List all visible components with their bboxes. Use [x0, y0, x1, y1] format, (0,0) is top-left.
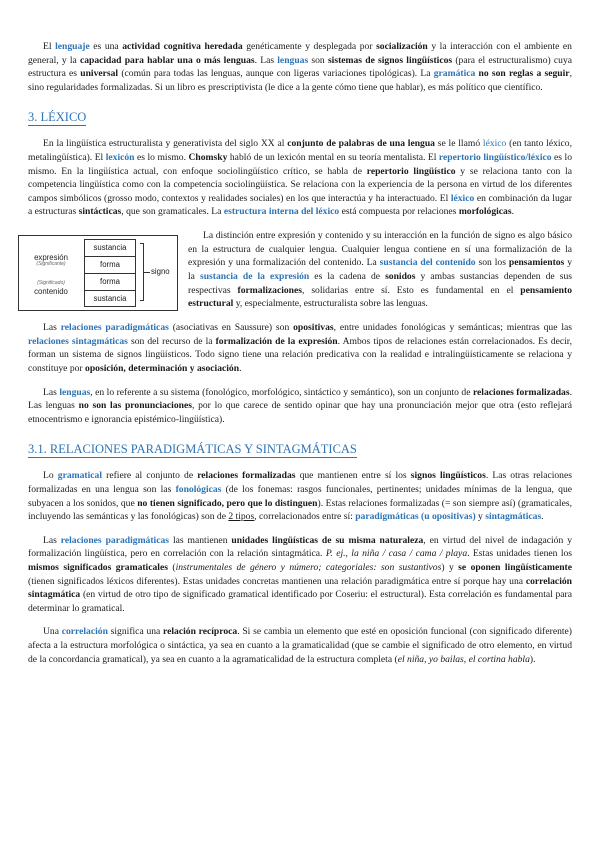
cell-forma-contenido: forma: [85, 274, 135, 291]
label-signo: signo: [151, 267, 170, 277]
paragraph-relaciones: Las relaciones paradigmáticas (asociativas en Saussure) son opositivas, entre unidades fonológicas y semánticas; mientras que las relaciones sintagmáticas son del recurso de la formalización de la expresión. Ambos tipos de relaciones están correlacionados. Es decir, forman un sistema de signos lingüísticos. Todo signo tiene una relación predicativa con la realidad e intralingüísticamente se relaciona y constituye por oposición, determinación y asociación.: [28, 322, 573, 374]
diagram-connector: [144, 272, 150, 273]
paragraph-lexico: En la lingüística estructuralista y generativista del siglo XX al conjunto de palabras de una lengua se le llamó léxico (en tanto léxico, metalingüística). El lexicón es lo mismo. Chomsky habló de un lexicón mental en su teoría mentalista. El repertorio lingüístico/léxico es lo mismo. En la lingüística actual, con enfoque sociolingüístico crítico, se habla de repertorio lingüístico y se relaciona tanto con la competencia lingüística como con la competencia sociolingüística. Se relaciona con la experiencia de la persona en virtud de los diferentes campos simbólicos (grosso modo, contextos y realidades sociales) en los que interactúa y ha interactuado. El léxico en combinación da lugar a estructuras sintácticas, que son gramaticales. La estructura interna del léxico está compuesta por relaciones morfológicas.: [28, 138, 572, 218]
term-lexicon: lexicón: [105, 152, 135, 164]
heading-lexico: 3. LÉXICO: [28, 110, 87, 125]
term-estructura-interna: estructura interna del léxico: [223, 206, 340, 218]
term-sintagmaticas: sintagmáticas: [485, 511, 542, 523]
diagram-section: [28, 229, 572, 311]
diagram-column: [84, 239, 136, 307]
term-lenguas: lenguas: [277, 54, 309, 66]
term-correlacion: correlación: [61, 626, 108, 638]
label-expresion: expresión: [34, 253, 68, 263]
paragraph-lenguaje: El lenguaje es una actividad cognitiva heredada genéticamente y desplegada por socialización y la interacción con el ambiente en general, y la capacidad para hablar una o más lenguas. Las lenguas son sistemas de signos lingüísticos (para el estructuralismo) cuya estructura es universal (común para todas las lenguas, aunque con ligeras variaciones tipológicas). La gramática no son reglas a seguir, sino regularidades formalizadas. Si un libro es prescriptivista (le dice a la gente cómo tiene que hablar), es más político que científico.: [28, 41, 573, 93]
term-relaciones-paradigmaticas: relaciones paradigmáticas: [60, 322, 169, 334]
paragraph-gramatical: Lo gramatical refiere al conjunto de relaciones formalizadas que mantienen entre sí los signos lingüísticos. Las otras relaciones formalizadas en una lengua son las fonológicas (de los fonemas: rasgos funcionales, pertinentes; unidades mínimas de la lengua, que subyacen a los sonidos, que no tienen significado, pero que lo distinguen). Estas relaciones formalizadas (= son siempre así) (gramaticales, incluyendo las semánticas y las fonológicas) son de 2 tipos, correlacionados entre sí: paradigmáticas (u opositivas) y sintagmáticas.: [28, 470, 572, 523]
label-significante: (Significante): [36, 261, 66, 268]
term-fonologicas: fonológicas: [175, 483, 222, 495]
term-lexico: léxico: [482, 138, 507, 150]
term-gramatical: gramatical: [57, 470, 103, 482]
heading-relaciones: 3.1. RELACIONES PARADIGMÁTICAS Y SINTAGMÁTICAS: [28, 442, 357, 457]
cell-sustancia-expresion: sustancia: [85, 240, 135, 257]
term-sustancia-contenido: sustancia del contenido: [379, 257, 476, 269]
text-dos-tipos: 2 tipos: [228, 511, 255, 523]
paragraph-expresion-contenido: La distinción entre expresión y contenido y su interacción en la función de signo es algo básico en la estructura de cualquier lengua. Cualquier lengua contiene en sí una formalización de la expresión y una formalización del contenido. La sustancia del contenido son los pensamientos y la sustancia de la expresión es la cadena de sonidos y ambas sustancias dependen de sus respectivas formalizaciones, solidarias entre sí. Esto es fundamental en el pensamiento estructural y, especialmente, estructuralista sobre las lenguas.: [188, 230, 573, 310]
term-relaciones-paradigmaticas-2: relaciones paradigmáticas: [60, 534, 170, 546]
sign-diagram: [18, 235, 178, 311]
paragraph-lenguas: Las lenguas, en lo referente a su sistema (fonológico, morfológico, sintáctico y semántico), son un conjunto de relaciones formalizadas. Las lenguas no son las pronunciaciones, por lo que carece de sentido opinar que hay una pronunciación mejor que otra (esto reflejará etnocentrismo e ignorancia epistémico-lingüística).: [28, 386, 572, 425]
cell-forma-expresion: forma: [85, 257, 135, 274]
label-significado: (Significado): [37, 280, 65, 287]
term-sustancia-expresion: sustancia de la expresión: [199, 270, 310, 282]
term-lenguaje: lenguaje: [55, 41, 90, 52]
term-lenguas-2: lenguas: [59, 386, 91, 398]
paragraph-correlacion: Una correlación significa una relación recíproca. Si se cambia un elemento que esté en oposición funcional (con significado diferente) afecta a la estructura morfológica o sintáctica, ya sea en cuanto a la gramaticalidad (que se cambie el significado de otro elemento, en virtud de la concordancia gramatical), ya sea en cuanto a la agramaticalidad de la estructura completa (el niña, yo bailas, el cortina habla).: [28, 626, 573, 665]
label-contenido: contenido: [34, 287, 68, 297]
term-relaciones-sintagmaticas: relaciones sintagmáticas: [28, 335, 128, 347]
term-paradigmaticas: paradigmáticas (u opositivas): [355, 511, 476, 523]
term-repertorio: repertorio lingüístico/léxico: [438, 152, 552, 164]
cell-sustancia-contenido: sustancia: [93, 294, 127, 304]
paragraph-paradigmaticas: Las relaciones paradigmáticas las mantienen unidades lingüísticas de su misma naturaleza, en virtud del nivel de indagación y formalización lingüística, pero en correlación con la relación sintagmática. P. ej., la niña / casa / cama / playa. Estas unidades tienen los mismos significados gramaticales (instrumentales de género y número; categoriales: son sustantivos) y se oponen lingüísticamente (tienen significados léxicos diferentes). Estas unidades concretas mantienen una relación paradigmática entre sí porque hay una correlación sintagmática (en virtud de otro tipo de significado gramatical identificado por Coseriu: el estructural). Esta correlación es fundamental para determinar lo gramatical.: [28, 534, 573, 614]
term-lexico-2: léxico: [450, 192, 475, 204]
term-gramatica: gramática: [433, 68, 476, 80]
